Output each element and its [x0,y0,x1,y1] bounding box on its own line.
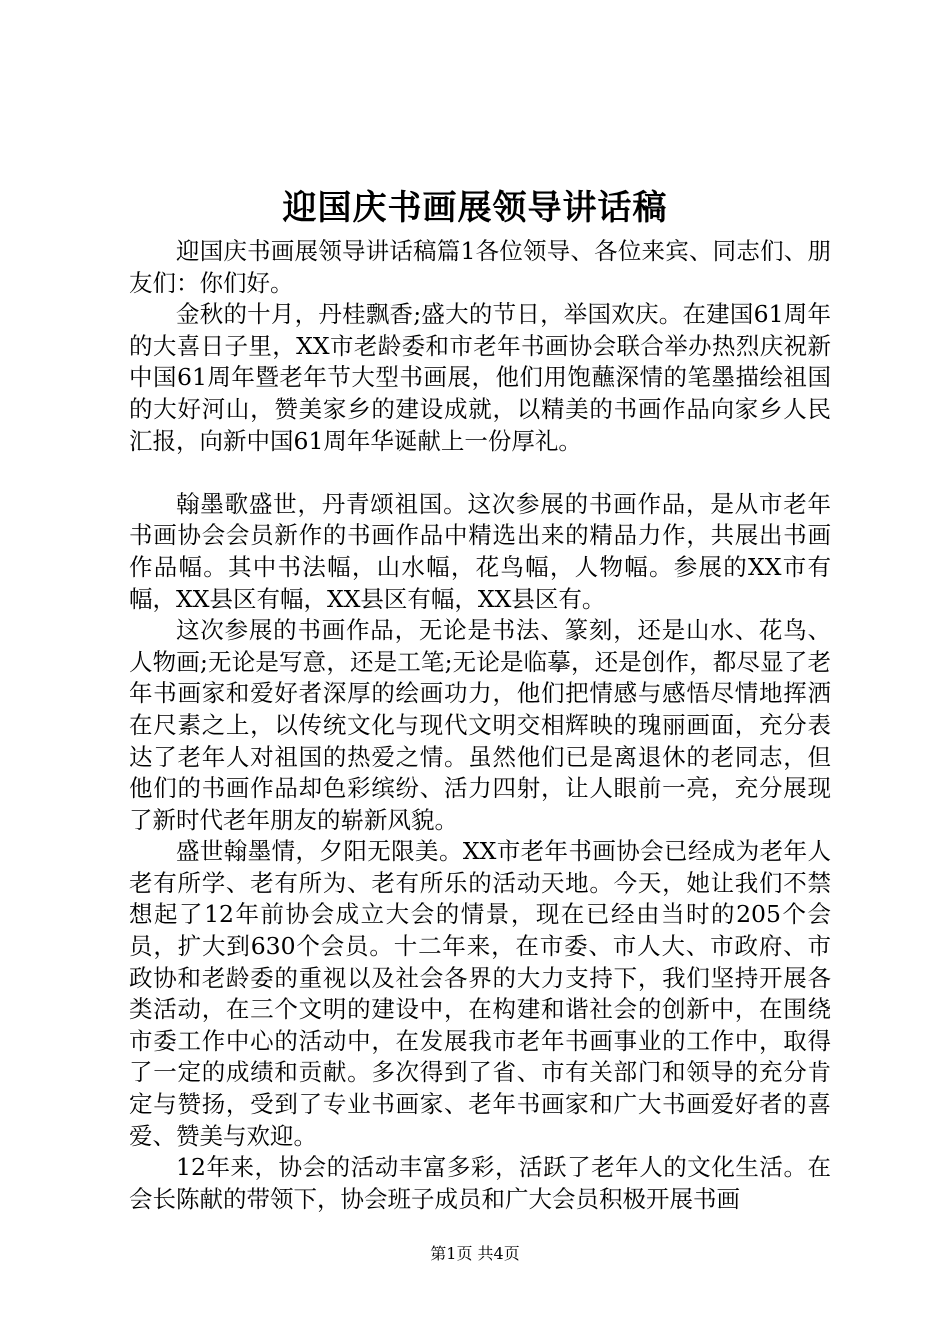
paragraph: 迎国庆书画展领导讲话稿篇1各位领导、各位来宾、同志们、朋友们：你们好。 [129,237,831,297]
document-body [129,236,831,1215]
paragraph: 这次参展的书画作品，无论是书法、篆刻，还是山水、花鸟、人物画;无论是写意，还是工笔;无论是临摹，还是创作，都尽显了老年书画家和爱好者深厚的绘画功力，他们把情感与感悟尽情地挥洒在尺素之上，以传统文化与现代文明交相辉映的瑰丽画面，充分表达了老年人对祖国的热爱之情。虽然他们已是离退休的老同志，但他们的书画作品却色彩缤纷、活力四射，让人眼前一亮，充分展现了新时代老年朋友的崭新风貌。 [129,616,831,834]
document-title: 迎国庆书画展领导讲话稿 [282,188,668,228]
paragraph: 12年来，协会的活动丰富多彩，活跃了老年人的文化生活。在会长陈献的带领下，协会班子成员和广大会员积极开展书画 [129,1153,831,1213]
paragraph: 金秋的十月，丹桂飘香;盛大的节日，举国欢庆。在建国61周年的大喜日子里，XX市老龄委和市老年书画协会联合举办热烈庆祝新中国61周年暨老年节大型书画展，他们用饱蘸深情的笔墨描绘祖国的大好河山，赞美家乡的建设成就，以精美的书画作品向家乡人民汇报，向新中国61周年华诞献上一份厚礼。 [129,300,831,455]
page-footer: 第1页 共4页 [430,1244,520,1263]
paragraph: 盛世翰墨情，夕阳无限美。XX市老年书画协会已经成为老年人老有所学、老有所为、老有所乐的活动天地。今天，她让我们不禁想起了12年前协会成立大会的情景，现在已经由当时的205个会员，扩大到630个会员。十二年来，在市委、市人大、市政府、市政协和老龄委的重视以及社会各界的大力支持下，我们坚持开展各类活动，在三个文明的建设中，在构建和谐社会的创新中，在围绕市委工作中心的活动中，在发展我市老年书画事业的工作中，取得了一定的成绩和贡献。多次得到了省、市有关部门和领导的充分肯定与赞扬，受到了专业书画家、老年书画家和广大书画爱好者的喜爱、赞美与欢迎。 [129,837,831,1150]
paragraph: 翰墨歌盛世，丹青颂祖国。这次参展的书画作品，是从市老年书画协会会员新作的书画作品中精选出来的精品力作，共展出书画作品幅。其中书法幅，山水幅，花鸟幅，人物幅。参展的XX市有幅，XX县区有幅，XX县区有幅，XX县区有。 [129,489,831,613]
